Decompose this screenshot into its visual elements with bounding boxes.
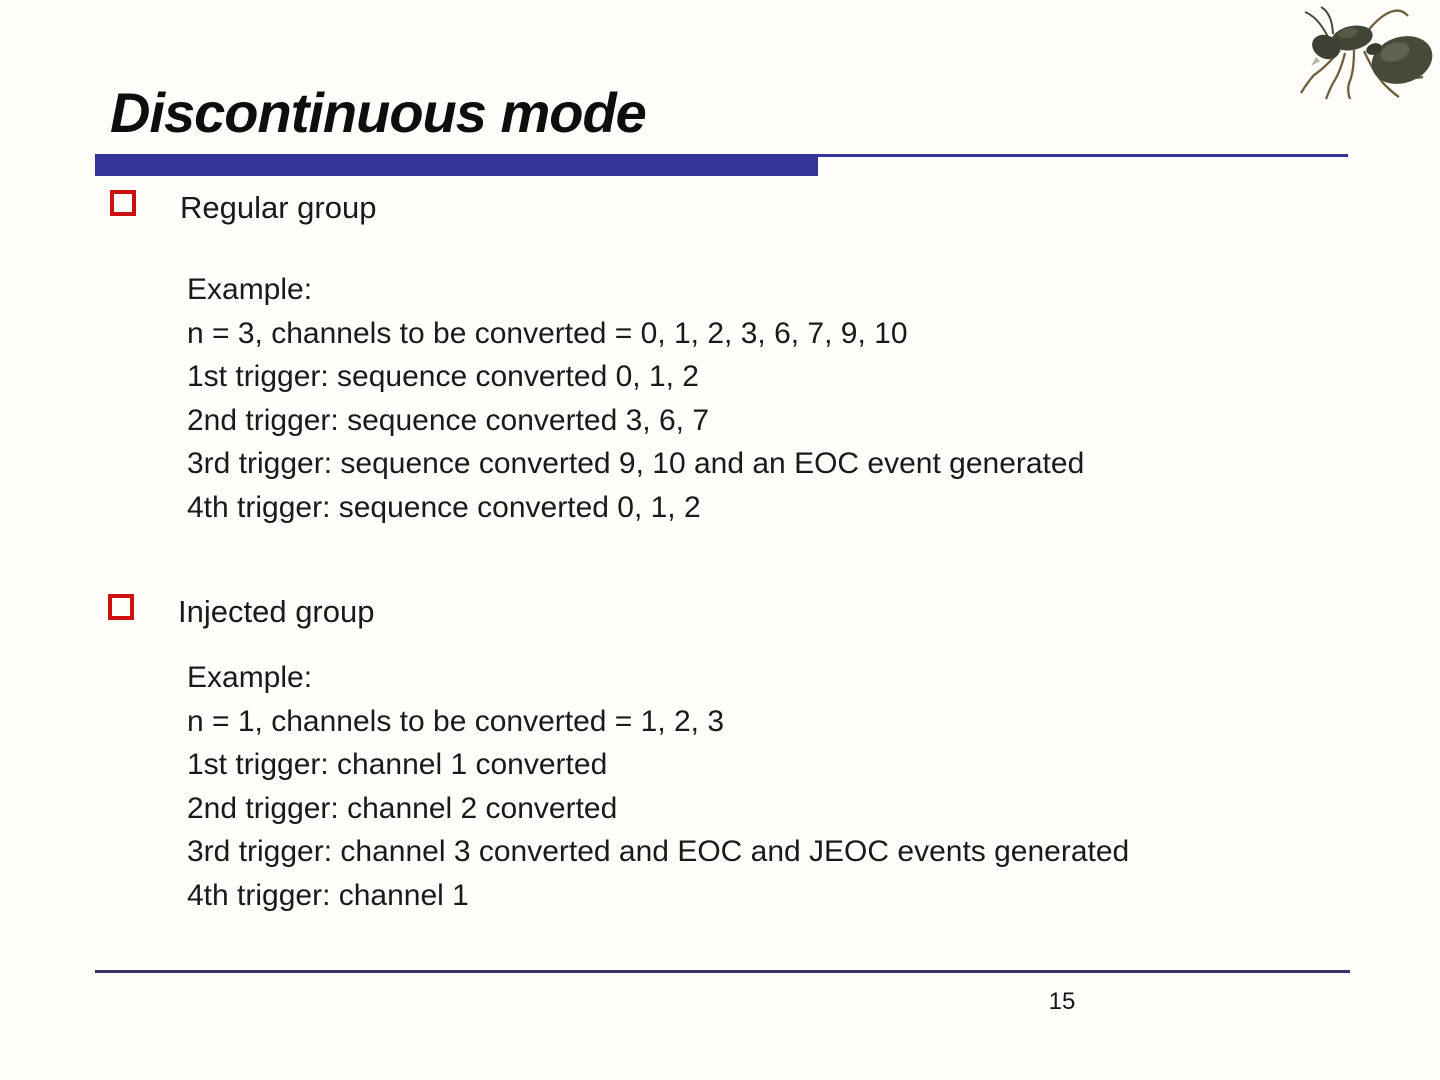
example-line: 4th trigger: channel 1 — [187, 878, 469, 912]
example-block-injected-group — [187, 656, 1129, 917]
footer-rule — [95, 970, 1350, 973]
bullet-square-icon — [110, 190, 136, 216]
example-line: n = 3, channels to be converted = 0, 1, 2, 3, 6, 7, 9, 10 — [187, 316, 908, 350]
title-underline-bar — [95, 154, 818, 176]
example-line: 1st trigger: sequence converted 0, 1, 2 — [187, 360, 699, 393]
ant-logo-icon — [1292, 5, 1440, 100]
example-line: 3rd trigger: sequence converted 9, 10 and an EOC event generated — [187, 447, 1085, 480]
example-block-regular-group — [187, 268, 1084, 529]
section-heading-regular-group: Regular group — [180, 190, 377, 225]
page-title: Discontinuous mode — [110, 81, 646, 144]
example-line: 2nd trigger: sequence converted 3, 6, 7 — [187, 403, 710, 437]
example-line: 1st trigger: channel 1 converted — [187, 748, 608, 781]
example-line: 2nd trigger: channel 2 converted — [187, 791, 618, 825]
page-number: 15 — [1048, 988, 1076, 1015]
bullet-square-icon — [108, 594, 134, 620]
example-line: n = 1, channels to be converted = 1, 2, 3 — [187, 704, 725, 738]
example-line: 4th trigger: sequence converted 0, 1, 2 — [187, 490, 701, 524]
example-line: Example: — [187, 273, 313, 306]
section-heading-injected-group: Injected group — [178, 594, 375, 629]
example-line: Example: — [187, 661, 313, 694]
example-line: 3rd trigger: channel 3 converted and EOC and JEOC events generated — [187, 835, 1130, 868]
